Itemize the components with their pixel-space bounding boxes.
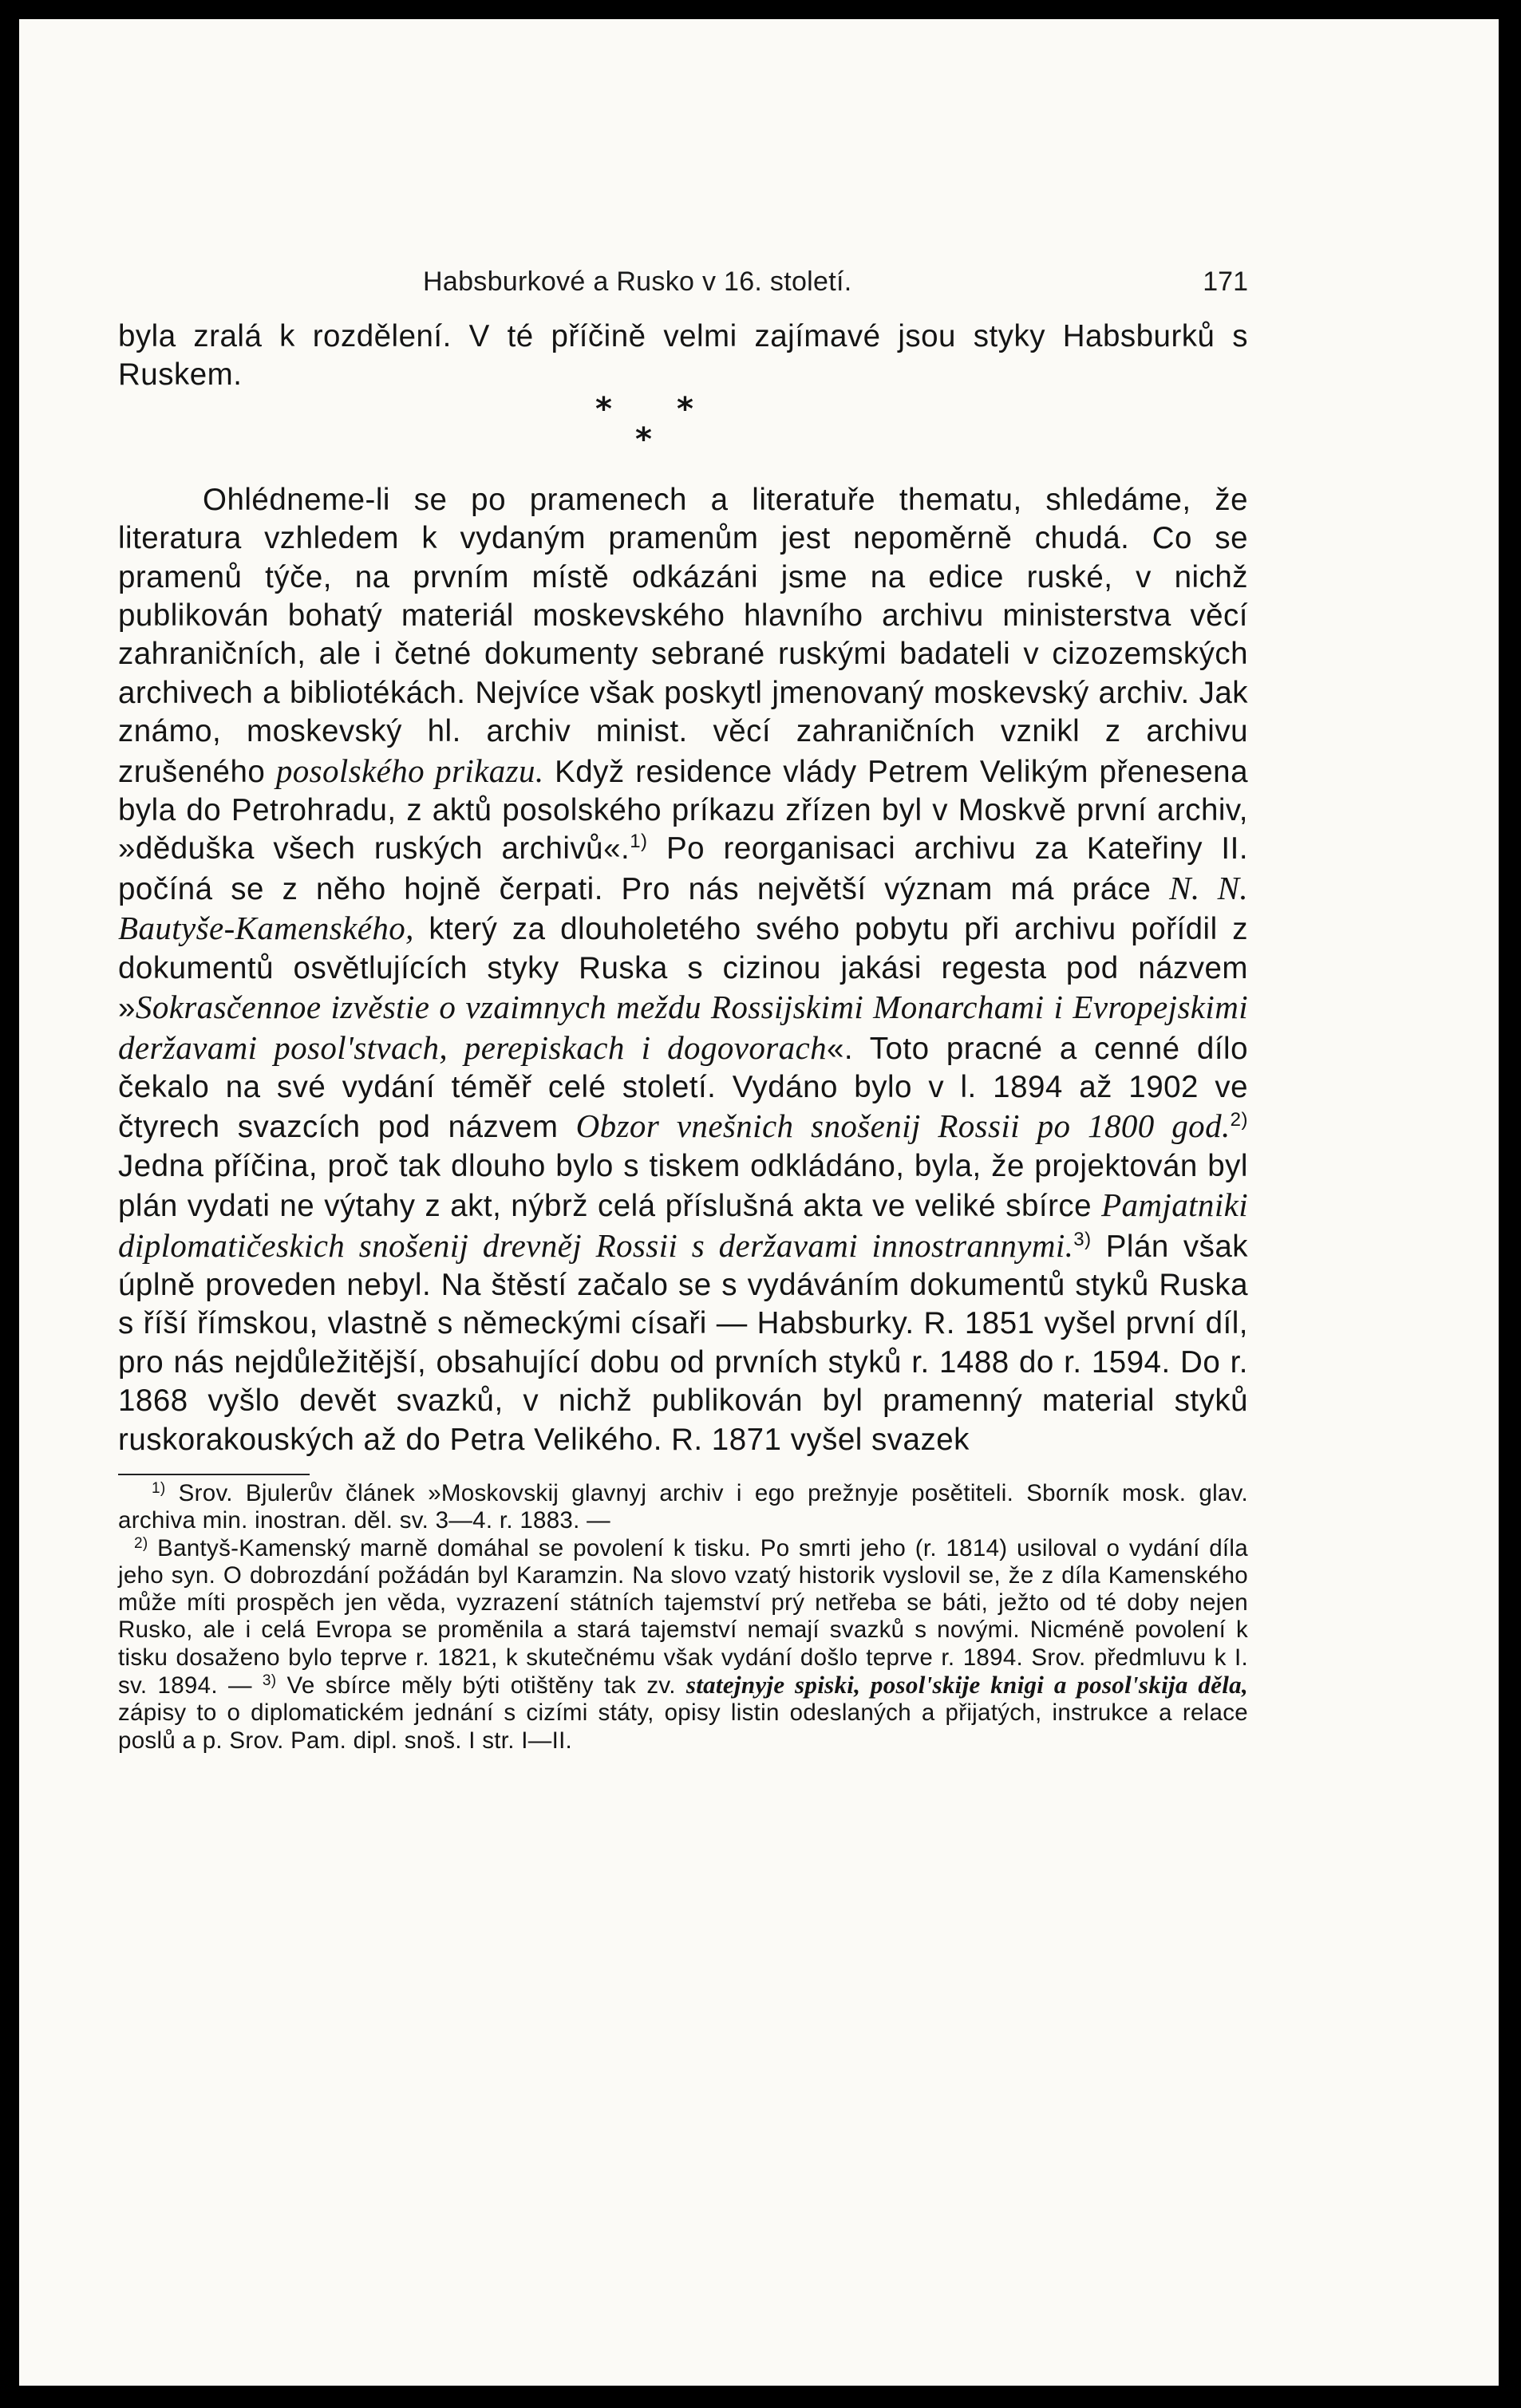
footnote-mark: 2) [134,1534,148,1552]
paragraph-main [118,481,1248,1459]
footnote-text: Ve sbírce měly býti otištěny tak zv. [286,1672,676,1699]
italic-title: Obzor vnešnich snošenij Rossii po 1800 god. [575,1107,1231,1145]
running-header [118,259,1248,306]
footnote-ref: 3) [1073,1228,1092,1250]
book-page [19,19,1499,2386]
text-run: který za dlouholetého svého pobytu při archivu pořídil z dokumentů osvětlujících styky Ruska s cizinou jakási regesta pod názvem » [118,912,1248,1026]
footnote-text: Bantyš-Kamenský marně domáhal se povolení k tisku. Po smrti jeho (r. 1814) usiloval o vydání díla jeho syn. O dobrozdání požádán byl Karamzin. Na slovo vzatý historik vyslovil se, že z díla Kamenského může míti prospěch jen věda, vyzrazení státních tajemství prý netřeba se báti, ježto od té doby nejen Rusko, ale i celá Evropa se proměnila a stará tajemství nemají svazků s novými. Nicméně povolení k tisku dosaženo bylo teprve r. 1821, k skutečnému však vydání došlo teprve r. 1894. Srov. předmluvu k I. sv. 1894. — [118,1534,1248,1699]
page-content [118,259,1248,1755]
italic-title: posolského prikazu. [275,752,544,789]
footnote-ref: 2) [1230,1109,1248,1131]
italic-title: Sokrasčennoe izvěstie o vzaimnych meždu Rossijskimi Monarchami i Evropejskimi deržavami posol'stvach, perepiskach i dogovorach [118,989,1248,1066]
footnote [118,1535,1248,1755]
section-star: * [635,420,653,458]
footnote-mark-number: 1 [152,1479,160,1497]
section-star: * [677,390,694,428]
running-title: Habsburkové a Rusko v 16. století. [423,266,852,297]
footnote-ref-number: 2 [1230,1109,1242,1131]
footnote-text: zápisy to o diplomatickém jednání s cizími státy, opisy listin odeslaných a přijatých, instrukce a relace poslů a p. Srov. Pam. dipl. snoš. I str. I—II. [118,1699,1248,1754]
text-run: «. Toto pracné a cenné dílo čekalo na své vydání téměř celé století. Vydáno bylo v l. 1894 až 1902 ve čtyrech svazcích pod názvem [118,1031,1248,1145]
footnote [118,1480,1248,1535]
footnote-mark: 1) [152,1479,166,1497]
paragraph-intro: byla zralá k rozdělení. V té příčině velmi zajímavé jsou styky Habsburků s Ruskem. [118,319,1248,393]
italic-title: Pamjatniki diplomatičeskich snošenij drevněj Rossii s deržavami innostrannymi. [118,1186,1248,1264]
footnote-ref-number: 3 [1073,1228,1085,1250]
text-run: Plán však úplně proveden nebyl. Na štěstí začalo se s vydáváním dokumentů styků Ruska s říší římskou, vlastně s německými císaři — Habsburky. R. 1851 vyšel první díl, pro nás nejdůležitější, obsahující dobu od prvních styků r. 1488 do r. 1594. Do r. 1868 vyšlo devět svazků, v nichž publikován byl pramenný material styků ruskorakouských až do Petra Velikého. R. 1871 vyšel svazek [118,1229,1249,1457]
page-number: 171 [1203,266,1248,297]
text-run: Ohlédneme-li se po pramenech a literatuře thematu, shledáme, že literatura vzhledem k vydaným pramenům jest nepoměrně chudá. Co se pramenů týče, na prvním místě odkázáni jsme na edice ruské, v nichž publikován bohatý materiál moskevského hlavního archivu ministerstva věcí zahraničních, ale i četné dokumenty sebrané ruskými badateli v cizozemských archivech a bibliotékách. Nejvíce však poskytl jmenovaný moskevský archiv. Jak známo, moskevský hl. archiv minist. věcí zahraničních vznikl z archivu zrušeného [118,482,1248,789]
section-break [118,390,1248,470]
footnote-italic: statejnyje spiski, posol'skije knigi a posol'skija děla, [685,1671,1249,1699]
footnote-mark-number: 2 [134,1534,143,1552]
footnotes [118,1480,1248,1755]
text-run: Po reorganisaci archivu za Kateřiny II. počíná se z něho hojně čerpati. Pro nás největší význam má práce [118,831,1249,906]
footnote-mark: 3) [262,1672,277,1690]
text-run: Když residence vlády Petrem Velikým přenesena byla do Petrohradu, z aktů posolského príkazu zřízen byl v Moskvě první archiv, »děduška všech ruských archivů«. [118,754,1248,866]
footnote-ref: 1) [630,831,648,853]
footnote-ref-number: 1 [630,831,642,853]
footnote-text: Srov. Bjulerův článek »Moskovskij glavnyj archiv i ego prežnyje posětiteli. Sborník mosk. glav. archiva min. inostran. děl. sv. 3—4. r. 1883. — [118,1479,1249,1534]
section-star: * [595,390,613,428]
body-text [118,318,1248,1459]
italic-author: N. N. Bautyše-Kamenského, [118,869,1248,947]
text-run: Jedna příčina, proč tak dlouho bylo s tiskem odkládáno, byla, že projektován byl plán vydati ne výtahy z akt, nýbrž celá příslušná akta ve veliké sbírce [118,1148,1248,1224]
footnote-mark-number: 3 [262,1672,271,1690]
footnote-separator [118,1474,310,1475]
